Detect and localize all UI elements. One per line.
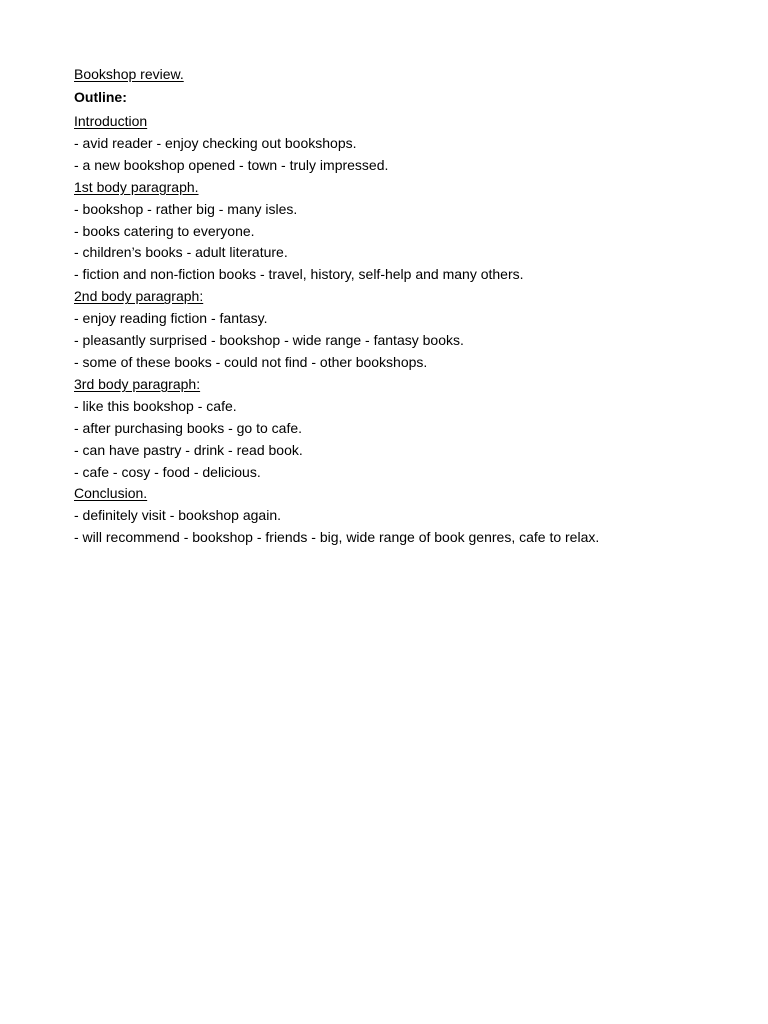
section-body-1 <box>74 177 714 287</box>
document-page <box>74 64 714 549</box>
list-item: - enjoy reading fiction - fantasy. <box>74 310 268 327</box>
list-item: - cafe - cosy - food - delicious. <box>74 463 261 480</box>
section-heading: 3rd body paragraph: <box>74 375 201 392</box>
list-item: - some of these books - could not find - other bookshops. <box>74 353 428 370</box>
list-item: - definitely visit - bookshop again. <box>74 507 281 524</box>
list-item: - a new bookshop opened - town - truly impressed. <box>74 156 389 173</box>
section-introduction <box>74 111 714 177</box>
list-item: - will recommend - bookshop - friends - big, wide range of book genres, cafe to relax. <box>74 529 600 546</box>
list-item: - avid reader - enjoy checking out bookshops. <box>74 134 357 151</box>
section-conclusion <box>74 483 714 549</box>
section-body-2 <box>74 286 714 374</box>
list-item: - bookshop - rather big - many isles. <box>74 200 298 217</box>
section-body-3 <box>74 374 714 484</box>
section-heading: 1st body paragraph. <box>74 178 199 195</box>
list-item: - fiction and non-fiction books - travel, history, self-help and many others. <box>74 266 524 283</box>
section-heading: Introduction <box>74 113 148 129</box>
list-item: - like this bookshop - cafe. <box>74 397 237 414</box>
list-item: - pleasantly surprised - bookshop - wide range - fantasy books. <box>74 332 464 349</box>
outline-label: Outline: <box>74 89 127 105</box>
document-title: Bookshop review. <box>74 66 184 82</box>
list-item: - children’s books - adult literature. <box>74 244 288 261</box>
section-heading: 2nd body paragraph: <box>74 288 204 305</box>
list-item: - after purchasing books - go to cafe. <box>74 419 303 436</box>
section-heading: Conclusion. <box>74 485 148 502</box>
list-item: - can have pastry - drink - read book. <box>74 441 303 458</box>
list-item: - books catering to everyone. <box>74 222 255 239</box>
